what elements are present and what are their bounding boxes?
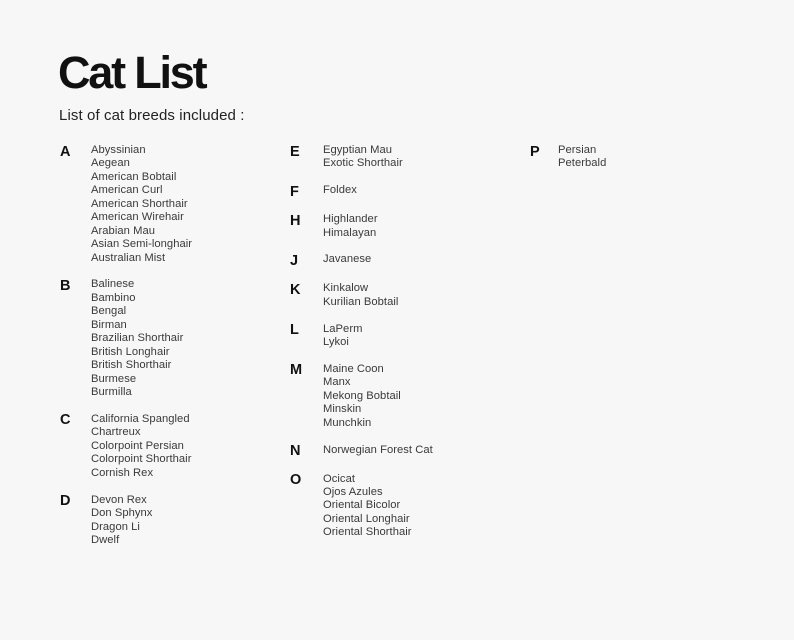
breed-item: Balinese	[91, 278, 135, 291]
breed-item: Peterbald	[558, 157, 607, 170]
breed-list	[323, 282, 398, 309]
breed-list	[91, 278, 183, 399]
breed-item: Dwelf	[91, 533, 120, 546]
breed-item: Birman	[91, 318, 127, 331]
breed-item: Abyssinian	[91, 144, 146, 156]
breed-item: Maine Coon	[323, 362, 384, 375]
group-letter: F	[290, 183, 299, 200]
breed-list	[323, 184, 357, 197]
breed-list	[323, 473, 412, 540]
breed-item: American Curl	[91, 184, 163, 197]
breed-item: Persian	[558, 144, 597, 156]
breed-item: Munchkin	[323, 416, 372, 429]
breed-item: Minskin	[323, 403, 362, 416]
group-letter: N	[290, 443, 301, 460]
breed-item: Aegean	[91, 157, 130, 170]
breed-item: Arabian Mau	[91, 224, 155, 237]
breed-item: Chartreux	[91, 426, 141, 439]
letter-group-h	[290, 213, 433, 240]
letter-group-o	[290, 473, 433, 540]
breed-item: Burmese	[91, 372, 137, 385]
breed-item: Bambino	[91, 291, 136, 304]
breed-list	[91, 144, 192, 265]
page-title: Cat List	[58, 47, 206, 98]
breed-list	[323, 213, 378, 240]
letter-group-a	[60, 144, 192, 265]
breed-item: LaPerm	[323, 322, 363, 335]
breed-item: Oriental Longhair	[323, 512, 410, 525]
letter-group-l	[290, 323, 433, 350]
letter-group-c	[60, 413, 192, 480]
breed-item: Manx	[323, 376, 351, 389]
breed-list	[323, 323, 362, 350]
letter-group-k	[290, 282, 433, 309]
breed-item: British Shorthair	[91, 359, 172, 372]
breed-item: Egyptian Mau	[323, 144, 393, 156]
breed-item: Colorpoint Shorthair	[91, 453, 192, 466]
group-letter: E	[290, 143, 300, 160]
breed-list	[323, 363, 401, 430]
breed-column-3	[530, 144, 606, 184]
breed-item: Norwegian Forest Cat	[323, 443, 433, 456]
letter-group-f	[290, 184, 433, 200]
group-letter: J	[290, 252, 299, 269]
group-letter: M	[290, 362, 303, 379]
breed-item: British Longhair	[91, 345, 170, 358]
breed-column-2	[290, 144, 433, 553]
breed-item: California Spangled	[91, 412, 190, 425]
breed-item: Burmilla	[91, 386, 132, 399]
breed-item: Himalayan	[323, 226, 377, 239]
group-letter: K	[290, 281, 301, 298]
breed-item: American Bobtail	[91, 170, 177, 183]
breed-item: Highlander	[323, 213, 378, 226]
breed-item: Kinkalow	[323, 282, 369, 295]
letter-group-n	[290, 444, 433, 460]
group-letter: O	[290, 472, 302, 489]
breed-item: Ojos Azules	[323, 485, 383, 498]
group-letter: H	[290, 212, 301, 229]
breed-list	[323, 144, 403, 171]
breed-item: Australian Mist	[91, 251, 166, 264]
letter-group-e	[290, 144, 433, 171]
breed-item: Oriental Shorthair	[323, 526, 412, 539]
breed-item: Ocicat	[323, 472, 356, 485]
breed-item: Brazilian Shorthair	[91, 332, 184, 345]
group-letter: B	[60, 277, 71, 294]
page-subtitle: List of cat breeds included :	[59, 107, 245, 124]
breed-list	[91, 494, 152, 548]
breed-item: Bengal	[91, 305, 127, 318]
group-letter: L	[290, 322, 299, 339]
breed-column-1	[60, 144, 192, 561]
group-letter: D	[60, 493, 71, 510]
breed-item: Javanese	[323, 253, 372, 266]
breed-list	[558, 144, 606, 171]
breed-item: Colorpoint Persian	[91, 439, 184, 452]
breed-item: Kurilian Bobtail	[323, 295, 399, 308]
breed-item: Mekong Bobtail	[323, 389, 401, 402]
breed-item: Oriental Bicolor	[323, 499, 401, 512]
letter-group-m	[290, 363, 433, 430]
group-letter: P	[530, 143, 540, 160]
breed-item: Cornish Rex	[91, 466, 154, 479]
breed-list	[323, 444, 433, 457]
breed-item: Lykoi	[323, 336, 349, 349]
breed-list	[323, 253, 371, 266]
breed-item: Asian Semi-longhair	[91, 238, 193, 251]
breed-item: Dragon Li	[91, 520, 140, 533]
group-letter: C	[60, 412, 71, 429]
breed-item: Don Sphynx	[91, 507, 153, 520]
group-letter: A	[60, 143, 71, 160]
breed-list	[91, 413, 192, 480]
letter-group-b	[60, 278, 192, 399]
breed-item: American Shorthair	[91, 197, 188, 210]
breed-item: Devon Rex	[91, 493, 147, 506]
letter-group-j	[290, 253, 433, 269]
breed-item: Exotic Shorthair	[323, 157, 403, 170]
letter-group-p	[530, 144, 606, 171]
breed-item: Foldex	[323, 184, 357, 197]
breed-item: American Wirehair	[91, 211, 184, 224]
letter-group-d	[60, 494, 192, 548]
